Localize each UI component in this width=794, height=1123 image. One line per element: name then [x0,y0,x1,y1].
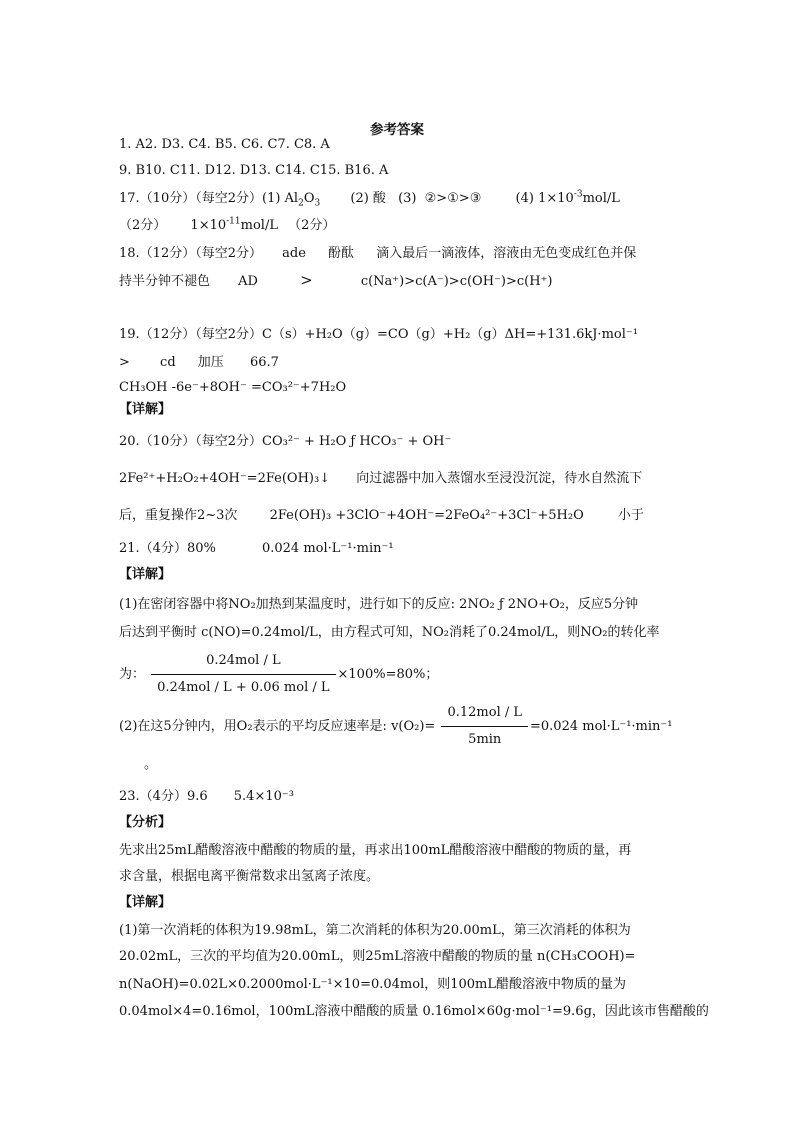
q23-b: 5.4×10⁻³ [233,789,294,804]
q19-line-2 [119,354,279,372]
q21-p2-line [119,702,672,751]
q17-head: 17.（10分）（每空2分） [119,191,262,206]
q19-l2c: 加压 [197,355,224,370]
q21-p1c-pre: 为： [119,667,146,682]
q23-head: 23.（4分）9.6 [119,789,208,804]
q21-frac1-den: 0.24mol / L + 0.06 mol / L [157,680,330,695]
q17-p3: (3) [398,191,417,206]
q23-detail-line-3: n(NaOH)=0.02L×0.2000mol·L⁻¹×10=0.04mol，则100mL醋酸溶液中物质的量为 [119,977,626,992]
page-title: 参考答案 [370,122,424,138]
q18-l2d: c(Na⁺)>c(A⁻)>c(OH⁻)>c(H⁺) [360,274,553,289]
q18-line-1 [119,245,636,263]
q21-frac1-num: 0.24mol / L [151,650,335,675]
q17-p4: (4) 1×10 [515,191,574,206]
q18-a: ade [282,246,306,261]
q17-p4-unit: mol/L [582,191,620,206]
q18-b: 酚酞 [328,246,355,261]
q23-detail-line-4: 0.04mol×4=0.16mol，100mL溶液中醋酸的质量 0.16mol×60g·mol⁻¹=9.6g，因此该市售醋酸的 [119,1004,709,1019]
q17-p3-answer: ②>①>③ [424,191,482,206]
q20-line-2 [119,470,642,488]
q20-l3b: 2Fe(OH)₃ +3ClO⁻+4OH⁻=2FeO₄²⁻+3Cl⁻+5H₂O [269,508,584,523]
q19-detail-heading: 【详解】 [119,402,172,417]
q20-l3a: 后，重复操作2~3次 [119,508,238,523]
answers-9-16: 9. B10. C11. D12. D13. C14. C15. B16. A [119,163,389,178]
q18-l2b: AD [238,274,258,289]
q23-detail-line-1: (1)第一次消耗的体积为19.98mL，第二次消耗的体积为20.00mL，第三次消耗的体积为 [119,923,631,938]
q17-p1-sub2: 3 [314,198,321,209]
q19-l2b: cd [160,355,176,370]
q18-head: 18.（12分）（每空2分） [119,246,262,261]
q21-fraction-1 [151,650,335,699]
q21-end-mark: 。 [144,757,158,772]
q20-line-3 [119,507,644,525]
q17-value: 1×10 [190,218,227,233]
q17-score-1: （2分） [119,218,167,233]
q21-detail-heading: 【详解】 [119,567,172,582]
q23-analysis-line-2: 求含量，根据电离平衡常数求出氢离子浓度。 [119,869,380,884]
q18-l2a: 持半分钟不褪色 [119,274,211,289]
q21-line-1 [119,540,394,558]
q17-p1-sub: 2 [298,198,304,209]
q23-detail-heading: 【详解】 [119,895,172,910]
q17-score-2: （2分） [288,218,336,233]
q17-p4-sup: -3 [573,189,583,200]
q19-head: 19.（12分）（每空2分） [119,327,262,342]
q20-l2a: 2Fe²⁺+H₂O₂+4OH⁻=2Fe(OH)₃↓ [119,471,331,486]
q21-p1-line-c [119,650,438,699]
q23-detail-line-2: 20.02mL，三次的平均值为20.00mL，则25mL溶液中醋酸的物质的量 n(CH₃COOH)= [119,949,636,964]
q19-l2d: 66.7 [249,355,279,370]
q19-l2a: > [119,355,130,370]
q20-head: 20.（10分）（每空2分） [119,434,262,449]
q23-analysis-line-1: 先求出25mL醋酸溶液中醋酸的物质的量，再求出100mL醋酸溶液中醋酸的物质的量，再 [119,843,632,858]
q21-p2-pre: (2)在这5分钟内，用O₂表示的平均反应速率是: v(O₂)= [119,719,436,734]
q19-line-3: CH₃OH -6e⁻+8OH⁻ =CO₃²⁻+7H₂O [119,380,347,395]
q21-fraction-2 [441,702,528,751]
q21-frac2-den: 5min [468,732,502,747]
q17-value-sup: -11 [226,216,241,227]
q17-p1b: O [303,191,315,206]
q20-equation: CO₃²⁻ + H₂O ƒ HCO₃⁻ + OH⁻ [262,434,452,449]
q19-equation: C（s）+H₂O（g）=CO（g）+H₂（g）ΔH=+131.6kJ·mol⁻¹ [262,327,638,342]
q17-value-unit: mol/L [240,218,278,233]
q20-l2b: 向过滤器中加入蒸馏水至浸没沉淀，待水自然流下 [356,471,643,486]
q21-head: 21.（4分）80% [119,541,216,556]
q17-p2: (2) 酸 [350,191,386,206]
q21-p1-line-b: 后达到平衡时 c(NO)=0.24mol/L，由方程式可知，NO₂消耗了0.24mol/L，则NO₂的转化率 [119,625,660,640]
q23-analysis-heading: 【分析】 [119,815,172,830]
q18-line-2 [119,271,553,291]
q21-p1-line-a: (1)在密闭容器中将NO₂加热到某温度时，进行如下的反应: 2NO₂ ƒ 2NO+O₂，反应5分钟 [119,597,639,612]
q18-c: 滴入最后一滴液体，溶液由无色变成红色并保 [376,246,637,261]
q18-l2c: > [300,271,313,289]
q21-p1c-post: ×100%=80%； [337,667,439,682]
q17-line-2 [119,217,335,235]
q21-p2-post: =0.024 mol·L⁻¹·min⁻¹ [530,719,673,734]
q21-frac2-num: 0.12mol / L [441,702,528,727]
q20-line-1 [119,433,451,451]
q23-line-1 [119,788,294,806]
q17-line-1 [119,190,620,208]
q17-p1: (1) Al [262,191,299,206]
q19-line-1 [119,326,638,344]
q21-rate: 0.024 mol·L⁻¹·min⁻¹ [261,541,394,556]
q20-l3c: 小于 [617,508,644,523]
answers-1-8: 1. A2. D3. C4. B5. C6. C7. C8. A [119,137,330,152]
